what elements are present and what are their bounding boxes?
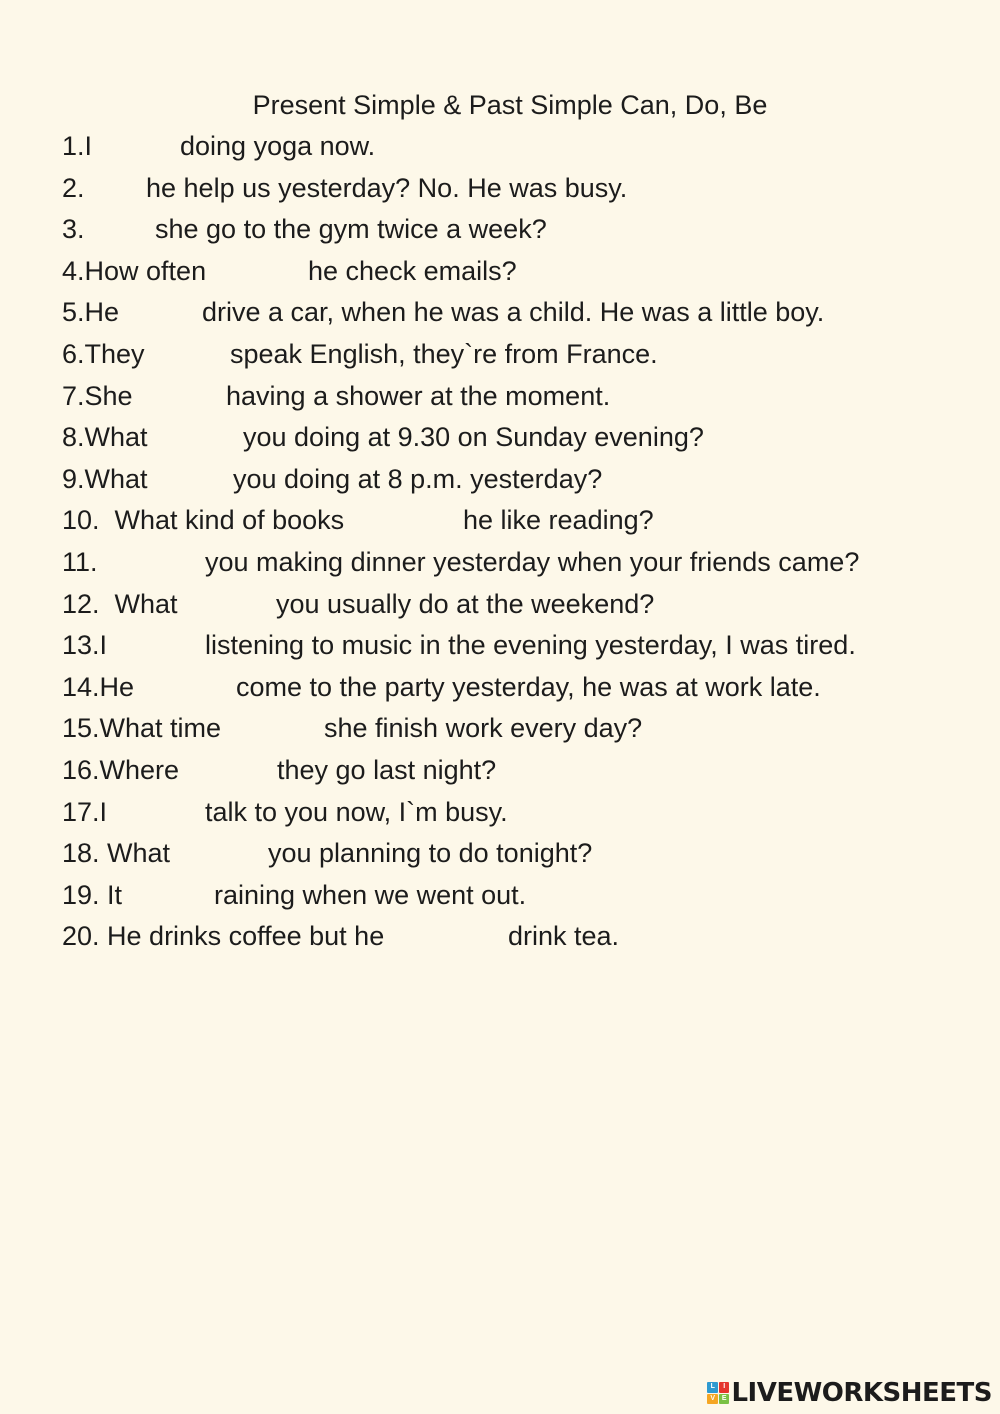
answer-blank[interactable] (115, 627, 197, 663)
exercise-item (62, 710, 990, 746)
exercise-text: you doing at 8 p.m. yesterday? (233, 464, 603, 494)
answer-blank[interactable] (428, 918, 500, 954)
exercise-prefix: 12. What (62, 589, 178, 619)
answer-blank[interactable] (130, 294, 194, 330)
exercise-item (62, 378, 990, 414)
exercise-prefix: 20. He drinks coffee but he (62, 921, 385, 951)
exercise-text: doing yoga now. (180, 131, 376, 161)
answer-blank[interactable] (108, 544, 197, 580)
exercise-prefix: 17.I (62, 797, 108, 827)
exercise-text: she finish work every day? (324, 713, 643, 743)
answer-blank[interactable] (100, 128, 172, 164)
exercise-item (62, 170, 990, 206)
answer-blank[interactable] (90, 211, 147, 247)
logo-tile-e: E (719, 1394, 730, 1405)
exercise-text: you planning to do tonight? (268, 838, 593, 868)
exercise-prefix: 7.She (62, 381, 133, 411)
exercise-item (62, 586, 990, 622)
exercise-prefix: 15.What time (62, 713, 222, 743)
exercise-text: you making dinner yesterday when your friends came? (205, 547, 860, 577)
exercise-item (62, 253, 990, 289)
exercise-item (62, 336, 990, 372)
exercise-item (62, 669, 990, 705)
exercise-text: he check emails? (308, 256, 517, 286)
exercise-text: drive a car, when he was a child. He was a little boy. (202, 297, 825, 327)
exercise-prefix: 14.He (62, 672, 135, 702)
exercise-text: speak English, they`re from France. (230, 339, 658, 369)
answer-blank[interactable] (132, 877, 206, 913)
exercise-text: you doing at 9.30 on Sunday evening? (243, 422, 704, 452)
answer-blank[interactable] (162, 461, 225, 497)
exercise-prefix: 13.I (62, 630, 108, 660)
exercise-text: raining when we went out. (214, 880, 527, 910)
exercise-prefix: 19. It (62, 880, 123, 910)
exercise-text: he help us yesterday? No. He was busy. (146, 173, 628, 203)
exercise-text: they go last night? (277, 755, 497, 785)
exercise-item (62, 294, 990, 330)
exercise-text: he like reading? (463, 505, 654, 535)
exercise-text: come to the party yesterday, he was at work late. (236, 672, 821, 702)
answer-blank[interactable] (163, 419, 235, 455)
answer-blank[interactable] (188, 835, 260, 871)
worksheet-title: Present Simple & Past Simple Can, Do, Be (252, 90, 768, 120)
logo-tile-v: V (707, 1394, 718, 1405)
exercise-item (62, 752, 990, 788)
exercise-prefix: 3. (62, 214, 85, 244)
answer-blank[interactable] (196, 586, 268, 622)
exercise-text: listening to music in the evening yesterday, I was tired. (205, 630, 856, 660)
logo-tile-l: L (707, 1382, 718, 1393)
logo-icon (707, 1382, 729, 1404)
exercise-item (62, 918, 990, 954)
exercise-item (62, 419, 990, 455)
answer-blank[interactable] (115, 794, 197, 830)
exercise-text: talk to you now, I`m busy. (205, 797, 508, 827)
exercise-prefix: 18. What (62, 838, 171, 868)
exercise-prefix: 11. (62, 547, 98, 577)
answer-blank[interactable] (145, 378, 218, 414)
exercise-item (62, 835, 990, 871)
exercise-item (62, 211, 990, 247)
exercise-prefix: 1.I (62, 131, 93, 161)
answer-blank[interactable] (160, 336, 222, 372)
exercise-item (62, 128, 990, 164)
exercise-item (62, 877, 990, 913)
answer-blank[interactable] (90, 170, 138, 206)
exercise-item (62, 544, 990, 580)
answer-blank[interactable] (196, 752, 269, 788)
exercise-prefix: 16.Where (62, 755, 180, 785)
exercise-item (62, 502, 990, 538)
exercise-text: you usually do at the weekend? (276, 589, 655, 619)
exercise-prefix: 4.How often (62, 256, 207, 286)
exercise-item (62, 627, 990, 663)
exercise-prefix: 10. What kind of books (62, 505, 345, 535)
exercise-item (62, 794, 990, 830)
exercise-prefix: 5.He (62, 297, 120, 327)
exercise-prefix: 9.What (62, 464, 148, 494)
liveworksheets-logo (707, 1378, 992, 1408)
exercise-prefix: 2. (62, 173, 85, 203)
answer-blank[interactable] (385, 502, 455, 538)
logo-tile-i: I (719, 1382, 730, 1393)
exercise-text: having a shower at the moment. (226, 381, 611, 411)
answer-blank[interactable] (245, 710, 316, 746)
exercise-item (62, 461, 990, 497)
exercise-text: she go to the gym twice a week? (155, 214, 547, 244)
logo-text: LIVEWORKSHEETS (731, 1378, 992, 1408)
exercise-text: drink tea. (508, 921, 620, 951)
answer-blank[interactable] (228, 253, 300, 289)
exercise-prefix: 8.What (62, 422, 148, 452)
answer-blank[interactable] (147, 669, 228, 705)
exercise-prefix: 6.They (62, 339, 145, 369)
